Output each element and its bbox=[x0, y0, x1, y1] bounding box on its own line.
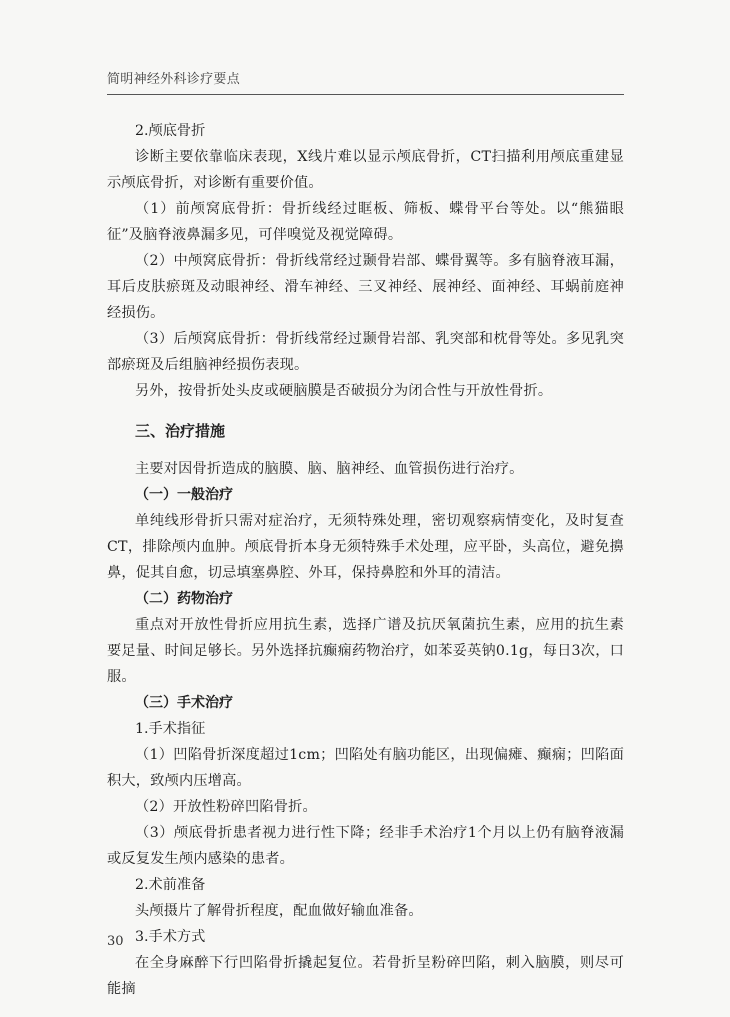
paragraph: 头颅摄片了解骨折程度，配血做好输血准备。 bbox=[135, 903, 423, 919]
paragraph: 主要对因骨折造成的脑膜、脑、脑神经、血管损伤进行治疗。 bbox=[135, 461, 524, 477]
subsection-heading-medication: （二）药物治疗 bbox=[135, 591, 233, 607]
paragraph: 单纯线形骨折只需对症治疗，无须特殊处理，密切观察病情变化，及时复查CT，排除颅内血肿。颅底骨折本身无须特殊手术处理，应平卧，头高位，避免擤鼻，促其自愈，切忌填塞鼻腔、外耳，保持鼻腔和外耳的清洁。 bbox=[107, 513, 624, 581]
item-heading-indications: 1.手术指征 bbox=[135, 721, 206, 737]
running-header bbox=[107, 68, 624, 95]
page-number: 30 bbox=[107, 934, 124, 949]
running-title: 简明神经外科诊疗要点 bbox=[107, 72, 241, 87]
item-heading-preparation: 2.术前准备 bbox=[135, 877, 206, 893]
paragraph: （2）中颅窝底骨折：骨折线常经过颞骨岩部、蝶骨翼等。多有脑脊液耳漏，耳后皮肤瘀斑及动眼神经、滑车神经、三叉神经、展神经、面神经、耳蜗前庭神经损伤。 bbox=[107, 253, 624, 321]
section-heading-skull-base-fracture: 2.颅底骨折 bbox=[135, 123, 206, 139]
page-body bbox=[107, 118, 624, 1002]
item-heading-procedure: 3.手术方式 bbox=[135, 929, 206, 945]
paragraph: （3）颅底骨折患者视力进行性下降；经非手术治疗1个月以上仍有脑脊液漏或反复发生颅内感染的患者。 bbox=[107, 825, 624, 867]
subsection-heading-surgery: （三）手术治疗 bbox=[135, 695, 233, 711]
section-heading-treatment: 三、治疗措施 bbox=[135, 422, 226, 440]
paragraph: 另外，按骨折处头皮或硬脑膜是否破损分为闭合性与开放性骨折。 bbox=[135, 383, 553, 399]
paragraph: 重点对开放性骨折应用抗生素，选择广谱及抗厌氧菌抗生素，应用的抗生素要足量、时间足够长。另外选择抗癫痫药物治疗，如苯妥英钠0.1g，每日3次，口服。 bbox=[107, 617, 624, 685]
paragraph: （1）前颅窝底骨折：骨折线经过眶板、筛板、蝶骨平台等处。以“熊猫眼征”及脑脊液鼻漏多见，可伴嗅觉及视觉障碍。 bbox=[107, 201, 624, 243]
paragraph: （1）凹陷骨折深度超过1cm；凹陷处有脑功能区，出现偏瘫、癫痫；凹陷面积大，致颅内压增高。 bbox=[107, 747, 624, 789]
paragraph: 在全身麻醉下行凹陷骨折撬起复位。若骨折呈粉碎凹陷，刺入脑膜，则尽可能摘 bbox=[107, 955, 624, 997]
subsection-heading-general: （一）一般治疗 bbox=[135, 487, 233, 503]
paragraph: 诊断主要依靠临床表现，X线片难以显示颅底骨折，CT扫描利用颅底重建显示颅底骨折，对诊断有重要价值。 bbox=[107, 149, 624, 191]
paragraph: （2）开放性粉碎凹陷骨折。 bbox=[135, 799, 317, 815]
paragraph: （3）后颅窝底骨折：骨折线常经过颞骨岩部、乳突部和枕骨等处。多见乳突部瘀斑及后组脑神经损伤表现。 bbox=[107, 331, 624, 373]
